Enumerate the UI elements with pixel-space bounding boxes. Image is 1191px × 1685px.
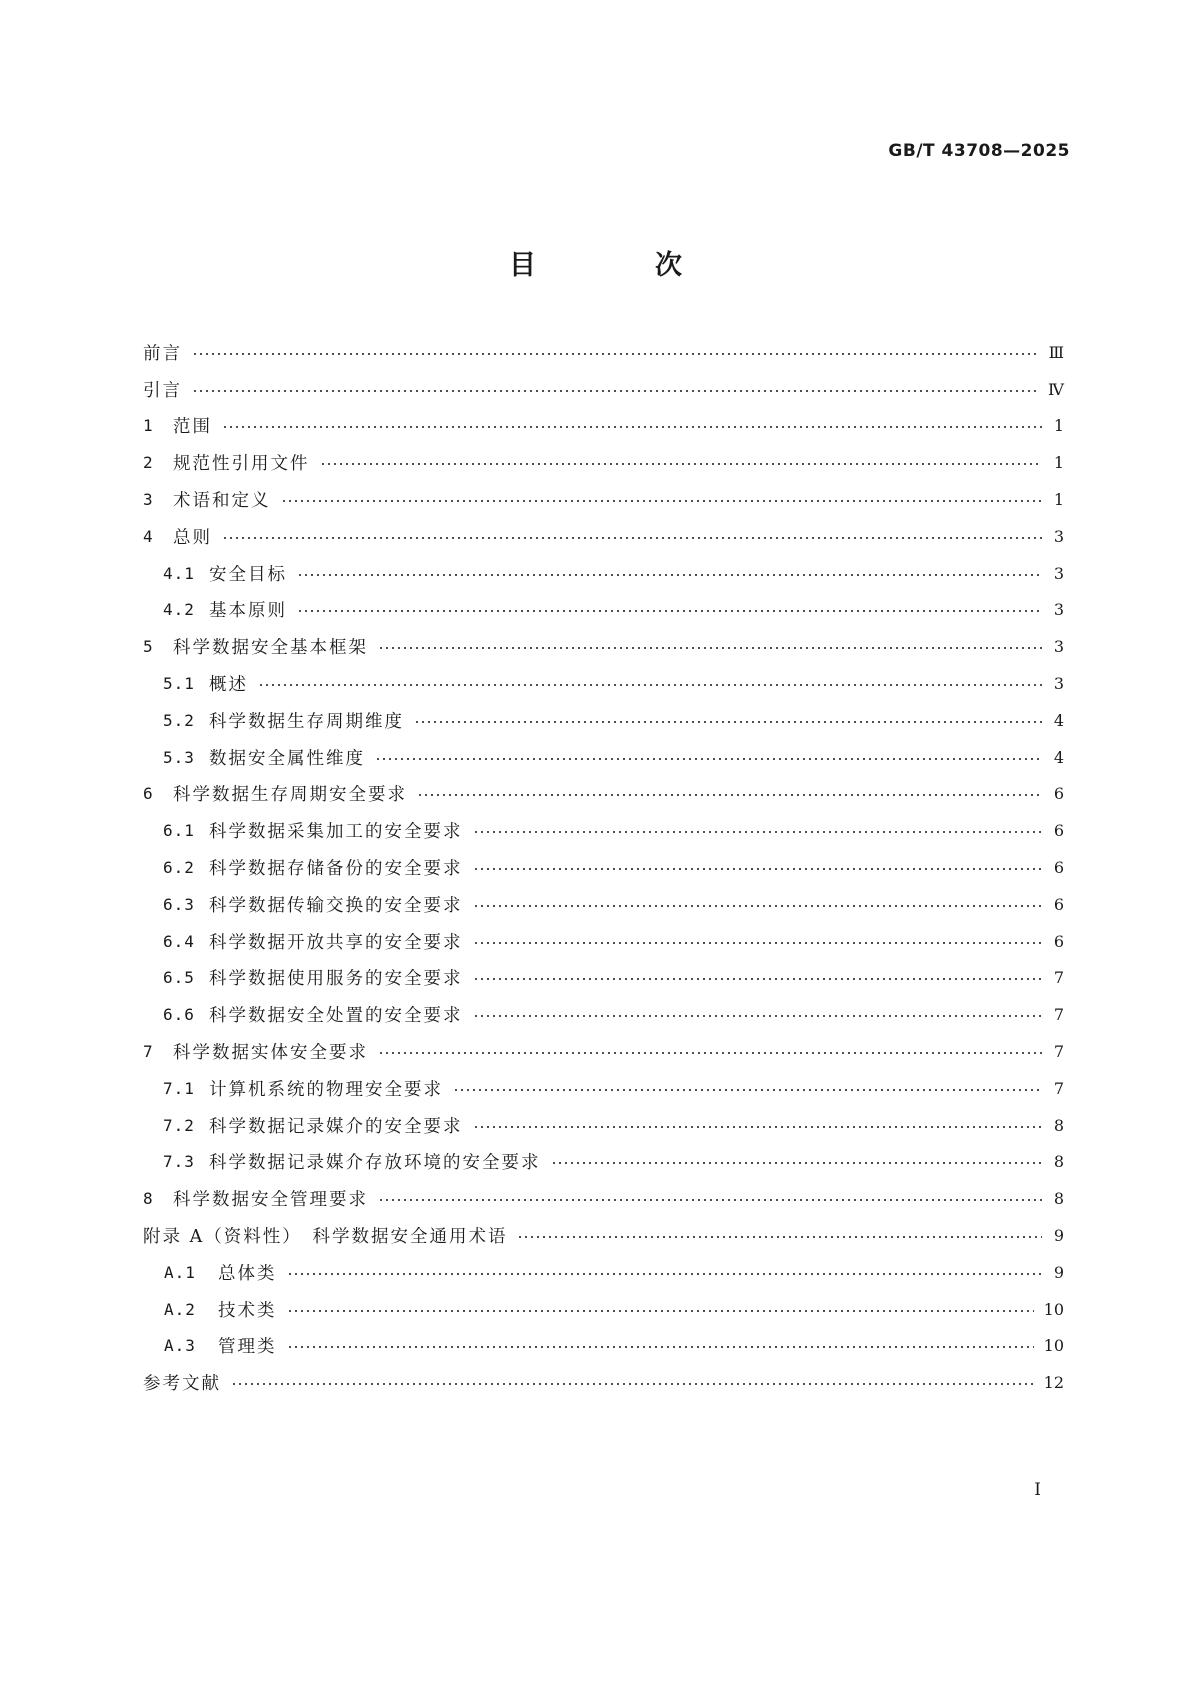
toc-entry-title: 科学数据安全管理要求 [173,1190,368,1211]
toc-entry[interactable] [143,1364,1064,1401]
toc-entry-number: 7.1 [163,1078,195,1098]
toc-dot-leader [473,978,1043,980]
toc-entry[interactable] [143,849,1064,886]
toc-entry-page: 10 [1043,1336,1064,1356]
toc-entry-title: 规范性引用文件 [173,454,310,475]
toc-entry-page: 9 [1053,1226,1064,1246]
toc-entry-page: 3 [1053,563,1064,583]
toc-entry-title: 安全目标 [209,564,287,585]
toc-entry[interactable] [143,444,1064,481]
toc-entry-title: 科学数据生存周期安全要求 [173,785,407,806]
toc-entry-page: Ⅲ [1048,342,1064,362]
toc-entry-page: 8 [1053,1152,1064,1172]
toc-dot-leader [222,426,1042,428]
toc-entry-page: Ⅳ [1048,379,1064,399]
toc-entry-page: 7 [1053,968,1064,988]
page-title: 目 次 [509,250,728,281]
toc-dot-leader [473,831,1043,833]
toc-entry-title: 数据安全属性维度 [209,748,365,769]
toc-dot-leader [414,721,1042,723]
toc-entry-title: 科学数据记录媒介的安全要求 [209,1116,463,1137]
toc-dot-leader [551,1162,1043,1164]
toc-entry-page: 4 [1053,747,1064,767]
toc-dot-leader [378,1199,1042,1201]
toc-entry-title: 总则 [173,527,212,548]
toc-entry[interactable] [143,702,1064,739]
toc-entry-number: 6.2 [163,858,195,878]
toc-entry[interactable] [143,886,1064,923]
toc-dot-leader [297,610,1042,612]
toc-entry[interactable] [143,665,1064,702]
toc-dot-leader [473,1126,1043,1128]
toc-dot-leader [281,500,1043,502]
toc-entry-page: 7 [1053,1042,1064,1062]
toc-entry-number: 5 [143,637,154,657]
toc-entry-number: 6.4 [163,931,195,951]
toc-entry-title: 管理类 [218,1337,277,1358]
toc-entry-page: 8 [1053,1115,1064,1135]
toc-entry-page: 6 [1053,931,1064,951]
toc-entry[interactable] [143,518,1064,555]
toc-dot-leader [473,1015,1043,1017]
toc-dot-leader [517,1236,1042,1238]
toc-entry-page: 4 [1053,710,1064,730]
toc-dot-leader [287,1273,1043,1275]
toc-dot-leader [473,905,1043,907]
toc-entry[interactable] [143,481,1064,518]
toc-entry[interactable] [143,996,1064,1033]
toc-dot-leader [287,1310,1034,1312]
toc-dot-leader [453,1089,1042,1091]
toc-dot-leader [378,1052,1042,1054]
toc-entry-title: 概述 [209,675,248,696]
toc-entry-page: 6 [1053,894,1064,914]
toc-entry[interactable] [143,923,1064,960]
toc-entry-number: 7.3 [163,1152,195,1172]
toc-dot-leader [417,794,1042,796]
toc-entry[interactable] [143,555,1064,592]
toc-entry-title: 科学数据实体安全要求 [173,1043,368,1064]
toc-entry-title: 参考文献 [143,1374,221,1395]
toc-entry[interactable] [143,1217,1064,1254]
toc-entry-title: 科学数据安全处置的安全要求 [209,1006,463,1027]
toc-entry-title: 总体类 [218,1263,277,1284]
toc-entry-number: 7 [143,1042,154,1062]
toc-entry-page: 3 [1053,637,1064,657]
toc-entry-page: 10 [1043,1299,1064,1319]
toc-entry-title: 前言 [143,343,182,364]
toc-entry-title: 科学数据开放共享的安全要求 [209,932,463,953]
toc-entry-page: 12 [1043,1373,1064,1393]
toc-entry-number: A.1 [164,1262,196,1282]
page-number: Ⅰ [1034,1480,1041,1500]
toc-entry-page: 3 [1053,600,1064,620]
toc-entry-number: 5.3 [163,747,195,767]
toc-entry-number: 4.1 [163,563,195,583]
toc-entry-number: 4 [143,526,154,546]
toc-entry-page: 1 [1053,453,1064,473]
toc-entry-page: 1 [1053,416,1064,436]
toc-entry-title: 科学数据传输交换的安全要求 [209,895,463,916]
toc-entry[interactable] [143,739,1064,776]
toc-entry[interactable] [143,1254,1064,1291]
toc-entry-title: 术语和定义 [173,491,271,512]
toc-entry[interactable] [143,1107,1064,1144]
toc-entry-title: 范围 [173,417,212,438]
table-of-contents [143,334,1064,1401]
toc-entry[interactable] [143,960,1064,997]
toc-entry-page: 6 [1053,784,1064,804]
toc-entry-page: 1 [1053,490,1064,510]
toc-entry[interactable] [143,592,1064,629]
toc-entry-number: 6.5 [163,968,195,988]
toc-dot-leader [192,390,1038,392]
toc-entry-number: A.2 [164,1299,196,1319]
toc-entry[interactable] [143,1291,1064,1328]
toc-dot-leader [297,574,1042,576]
toc-entry[interactable] [143,1033,1064,1070]
toc-dot-leader [375,758,1042,760]
toc-entry-title: 附录 A（资料性） 科学数据安全通用术语 [143,1227,508,1248]
toc-entry[interactable] [143,1070,1064,1107]
toc-entry-number: 3 [143,490,154,510]
toc-entry[interactable] [143,1328,1064,1365]
standard-code: GB/T 43708—2025 [888,141,1070,161]
toc-entry-number: 1 [143,416,154,436]
toc-entry-number: 6.6 [163,1005,195,1025]
toc-entry-page: 3 [1053,674,1064,694]
toc-entry-number: 2 [143,453,154,473]
toc-entry-number: 6 [143,784,154,804]
toc-entry-title: 科学数据存储备份的安全要求 [209,859,463,880]
toc-entry-number: 6.1 [163,821,195,841]
toc-entry-page: 6 [1053,821,1064,841]
toc-entry-title: 科学数据采集加工的安全要求 [209,822,463,843]
toc-entry-title: 基本原则 [209,601,287,622]
toc-entry[interactable] [143,408,1064,445]
toc-dot-leader [192,353,1039,355]
toc-entry-page: 3 [1053,526,1064,546]
toc-entry-number: 5.2 [163,710,195,730]
toc-dot-leader [473,942,1043,944]
toc-dot-leader [258,684,1042,686]
toc-dot-leader [378,647,1042,649]
toc-entry[interactable] [143,628,1064,665]
toc-entry-title: 科学数据记录媒介存放环境的安全要求 [209,1153,541,1174]
toc-entry[interactable] [143,1144,1064,1181]
toc-entry-page: 7 [1053,1078,1064,1098]
toc-entry-number: 4.2 [163,600,195,620]
toc-entry-title: 科学数据使用服务的安全要求 [209,969,463,990]
toc-entry-title: 技术类 [218,1300,277,1321]
toc-dot-leader [231,1383,1034,1385]
toc-entry-number: A.3 [164,1336,196,1356]
toc-entry[interactable] [143,812,1064,849]
toc-entry[interactable] [143,371,1064,408]
toc-entry-page: 8 [1053,1189,1064,1209]
toc-entry-number: 6.3 [163,894,195,914]
toc-entry-title: 引言 [143,380,182,401]
toc-dot-leader [222,537,1042,539]
toc-dot-leader [320,463,1043,465]
toc-entry-page: 7 [1053,1005,1064,1025]
toc-entry-page: 9 [1053,1262,1064,1282]
toc-entry[interactable] [143,776,1064,813]
toc-entry-page: 6 [1053,858,1064,878]
toc-entry-title: 科学数据生存周期维度 [209,711,404,732]
toc-entry[interactable] [143,334,1064,371]
toc-entry-title: 计算机系统的物理安全要求 [209,1079,443,1100]
toc-dot-leader [473,868,1043,870]
toc-entry-number: 8 [143,1189,154,1209]
toc-entry-number: 7.2 [163,1115,195,1135]
toc-entry-title: 科学数据安全基本框架 [173,638,368,659]
toc-entry-number: 5.1 [163,674,195,694]
toc-dot-leader [287,1346,1034,1348]
toc-entry[interactable] [143,1180,1064,1217]
